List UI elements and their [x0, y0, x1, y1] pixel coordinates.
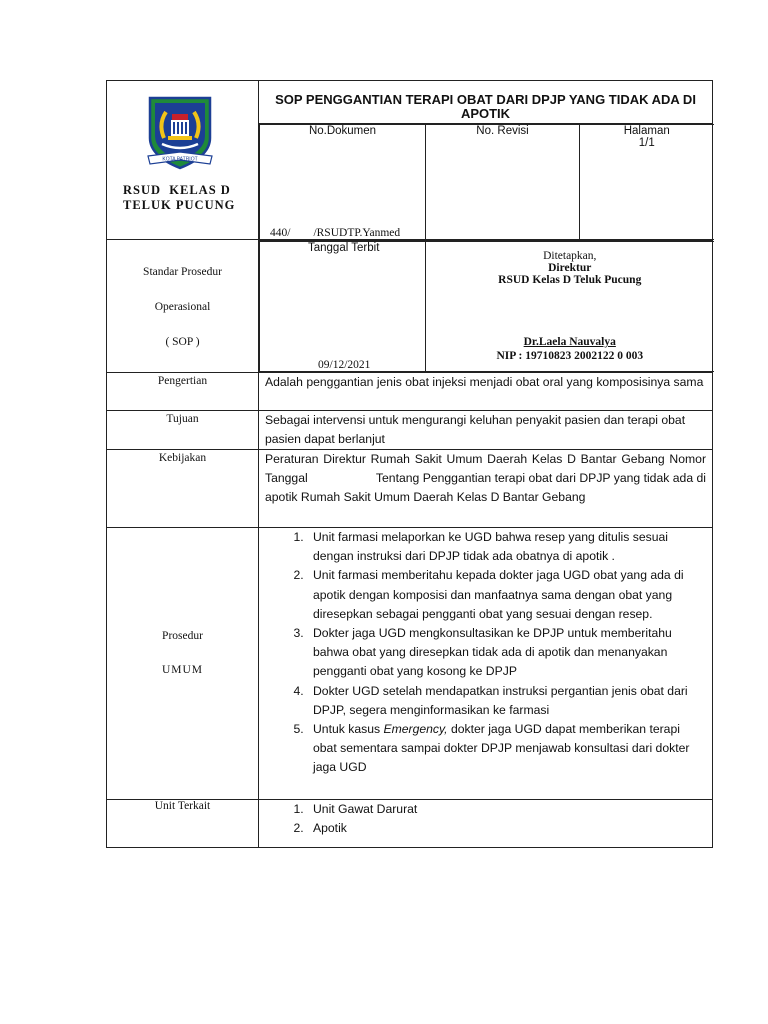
tujuan-label: Tujuan [166, 413, 199, 425]
hospital-name-line2: TELUK PUCUNG [123, 198, 236, 212]
pengertian-label: Pengertian [157, 375, 208, 387]
unit-terkait-list [259, 800, 712, 838]
tujuan-label-cell [107, 411, 259, 450]
document-title: SOP PENGGANTIAN TERAPI OBAT DARI DPJP YANG TIDAK ADA DI APOTIK [275, 92, 696, 121]
sop-label-line1: Standar Prosedur [143, 266, 222, 278]
sop-label-line2: Operasional [154, 301, 211, 313]
ditetapkan-cell [426, 242, 714, 372]
step5-italic: Emergency, [383, 722, 448, 737]
unit-terkait-label-cell [107, 800, 259, 848]
city-emblem-logo [144, 94, 216, 174]
tujuan-text-cell [259, 411, 713, 450]
signer-name: Dr.Laela Nauvalya [523, 336, 616, 348]
step5-rest: dokter jaga UGD dapat memberikan terapi obat sementara sampai dokter DPJP menjawab konsultasi dari dokter jaga UGD [313, 722, 690, 775]
tanggal-terbit-label: Tanggal Terbit [308, 242, 380, 254]
kebijakan-text-cell [259, 450, 754, 528]
tanggal-terbit-value: 09/12/2021 [318, 359, 371, 371]
ditetapkan-text: Ditetapkan, [543, 250, 597, 262]
step5-prefix: Untuk kasus [313, 722, 384, 737]
kebijakan-label: Kebijakan [158, 452, 207, 464]
pengertian-label-cell [107, 373, 259, 411]
no-revisi-cell [426, 125, 580, 240]
prosedur-steps-cell [259, 528, 713, 800]
direktur-text: Direktur [548, 262, 592, 274]
approval-table [259, 241, 714, 372]
header-right-cell [259, 81, 713, 241]
approval-cell [259, 241, 713, 373]
signer-nip: NIP : 19710823 2002122 0 003 [496, 350, 644, 362]
no-dokumen-cell [260, 125, 426, 240]
no-revisi-label: No. Revisi [476, 125, 529, 137]
prosedur-step: 2. Unit farmasi memberitahu kepada dokter jaga UGD obat yang ada di apotik dengan komposisi dan manfaatnya sama dengan obat yang diresepkan sebagai pengganti obat yang sesuai dengan resep. [307, 566, 706, 624]
halaman-value: 1/1 [638, 137, 655, 149]
prosedur-label: Prosedur [162, 630, 203, 642]
halaman-label: Halaman [623, 125, 670, 137]
kebijakan-text: Peraturan Direktur Rumah Sakit Umum Daerah Kelas D Bantar Gebang Nomor Tanggal Tentang Penggantian terapi obat dari DPJP yang tidak ada di apotik Rumah Sakit Umum Daerah Kelas D Bantar Gebang [265, 452, 754, 504]
prosedur-steps-list [259, 528, 712, 778]
sop-label-cell [107, 239, 258, 370]
pengertian-text-cell [259, 373, 713, 411]
kebijakan-label-cell [107, 450, 259, 528]
no-dokumen-label: No.Dokumen [308, 125, 377, 137]
unit-terkait-label: Unit Terkait [154, 800, 211, 812]
no-dokumen-value: 440/ /RSUDTP.Yanmed [270, 227, 401, 239]
tujuan-text: Sebagai intervensi untuk mengurangi keluhan penyakit pasien dan terapi obat pasien dapat berlanjut [265, 413, 686, 446]
prosedur-step-emergency [307, 720, 706, 778]
unit-terkait-item: 2. Apotik [307, 819, 706, 838]
hospital-name-line1: RSUD KELAS D [123, 183, 231, 197]
sop-label-line3: ( SOP ) [165, 336, 200, 348]
prosedur-step: 1. Unit farmasi melaporkan ke UGD bahwa resep yang ditulis sesuai dengan instruksi dari DPJP tidak ada obatnya di apotik . [307, 528, 706, 566]
unit-terkait-item: 1. Unit Gawat Darurat [307, 800, 706, 819]
sop-table [106, 80, 754, 848]
prosedur-step: 3. Dokter jaga UGD mengkonsultasikan ke DPJP untuk memberitahu bahwa obat yang diresepkan tidak ada di apotik dan menanyakan pengganti obat yang kosong ke DPJP [307, 624, 706, 682]
unit-terkait-cell [259, 800, 713, 848]
doc-info-table [259, 124, 714, 240]
pengertian-text: Adalah penggantian jenis obat injeksi menjadi obat oral yang komposisinya sama [265, 375, 704, 389]
prosedur-umum-label: UMUM [161, 664, 204, 676]
rsud-text: RSUD Kelas D Teluk Pucung [498, 274, 642, 286]
halaman-cell [580, 125, 714, 240]
prosedur-label-cell [107, 528, 259, 800]
prosedur-step: 4. Dokter UGD setelah mendapatkan instruksi pergantian jenis obat dari DPJP, segera menginformasikan ke farmasi [307, 682, 706, 720]
tanggal-terbit-cell [260, 242, 426, 372]
logo-ribbon-text: KOTA PATRIOT [162, 156, 198, 163]
hospital-name [123, 183, 235, 213]
